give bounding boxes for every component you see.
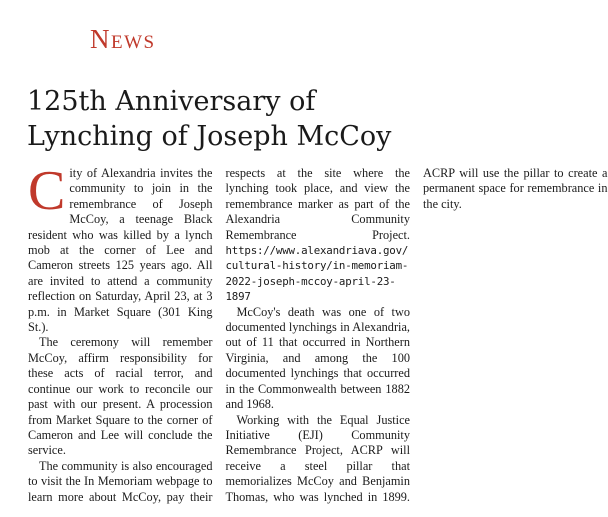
drop-cap: C	[28, 160, 66, 222]
news-section-label: News	[90, 24, 156, 54]
paragraph-4: McCoy's death was one of two documented lynchings in Alexandria, out of 11 that occurred in Northern Virginia, and among the 100 documented lynchings that occurred in the Commonwealth between 1882 and 1968.	[225, 304, 410, 412]
article-body	[28, 160, 608, 511]
paragraph-3-text: The community is also encouraged to visit the In Memoriam webpage to learn more about McCoy, pay their respects at the site where the lynching took place, and view the remembrance marker as part of the Alexandria Community Remembrance Project.	[28, 166, 410, 504]
paragraph-1-text: ity of Alexandria invites the community to join in the remembrance of Joseph McCoy, a teenage Black resident who was killed by a lynch mob at the corner of Lee and Cameron streets 125 years ago. All are invited to attend a community reflection on Saturday, April 23, at 3 p.m. in Market Square (301 King St.).	[28, 166, 213, 335]
article-headline: 125th Anniversary of Lynching of Joseph McCoy	[27, 86, 392, 152]
paragraph-5: Working with the Equal Justice Initiative (EJI) Community Remembrance Project, ACRP will receive a steel pillar that memorializes McCoy and Benjamin Thomas, who was lynched in 1899. ACRP will use the pillar to create a permanent space for remembrance in the city.	[225, 166, 608, 504]
paragraph-2: The ceremony will remember McCoy, affirm responsibility for these acts of racial terror, and continue our work to reconcile our past with our present. A procession from Market Square to the corner of Cameron and Lee will conclude the service.	[28, 335, 213, 458]
paragraph-1	[28, 160, 213, 335]
webpage-url[interactable]: https://www.alexandriava.gov/cultural-history/in-memoriam-2022-joseph-mccoy-april-23-1897	[225, 244, 409, 304]
